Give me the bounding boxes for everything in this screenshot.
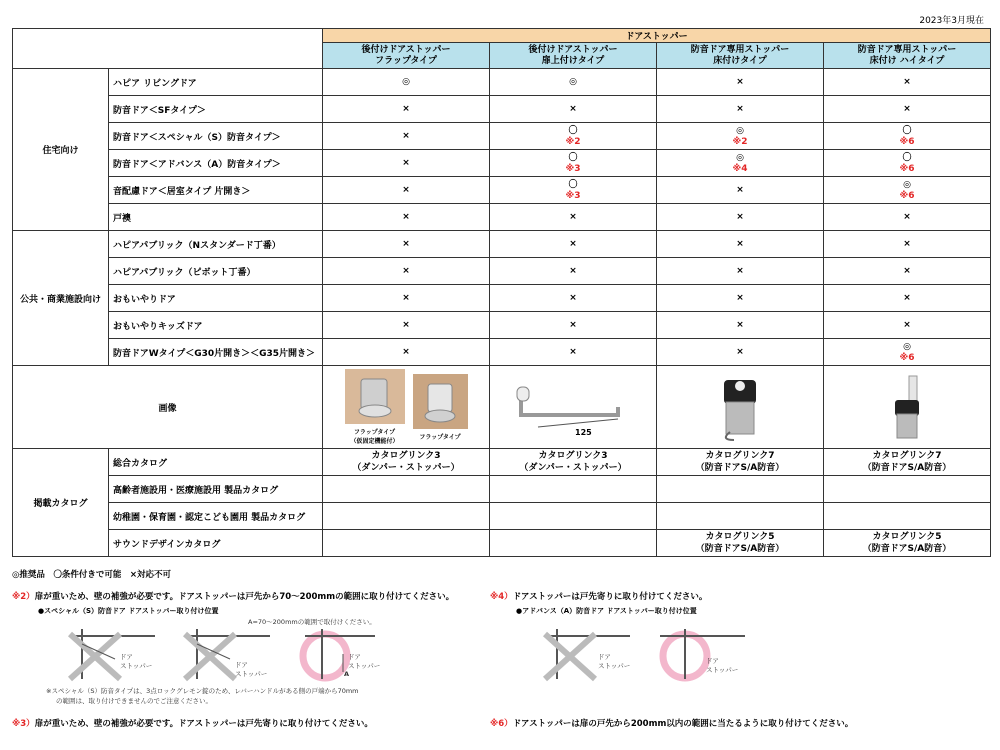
compatibility-mark: ×	[736, 239, 744, 249]
catalog-link[interactable]: カタログリンク7	[705, 451, 775, 461]
compatibility-cell	[657, 123, 824, 150]
catalog-row	[13, 449, 991, 476]
catalog-row	[13, 476, 991, 503]
table-row	[13, 231, 991, 258]
door-type-label: 防音ドアWタイプ＜G30片開き＞＜G35片開き＞	[109, 339, 323, 366]
catalog-row	[13, 530, 991, 557]
compatibility-cell	[490, 231, 657, 258]
note-ref: ※2	[565, 137, 581, 147]
door-label-d: ドア ストッパー	[598, 653, 631, 670]
corner-cell	[13, 29, 323, 69]
compatibility-mark: ×	[903, 320, 911, 330]
compatibility-cell	[657, 231, 824, 258]
compatibility-mark: ×	[736, 185, 744, 195]
compatibility-table	[12, 28, 991, 557]
compatibility-cell	[323, 339, 490, 366]
compatibility-mark: ×	[736, 77, 744, 87]
product-header-2: 後付けドアストッパー 扉上付けタイプ	[490, 43, 657, 69]
compatibility-mark: ×	[402, 158, 410, 168]
compatibility-cell	[323, 312, 490, 339]
product-header-3: 防音ドア専用ストッパー 床付けタイプ	[657, 43, 824, 69]
catalog-label: サウンドデザインカタログ	[109, 530, 323, 557]
door-type-label: おもいやりキッズドア	[109, 312, 323, 339]
table-row	[13, 312, 991, 339]
door-type-label: 防音ドア＜SFタイプ＞	[109, 96, 323, 123]
compatibility-cell	[657, 69, 824, 96]
flap-fixed-product: フラップタイプ （仮固定機能付）	[345, 369, 405, 445]
catalog-cell	[490, 530, 657, 557]
note-ref: ※3	[565, 191, 581, 201]
compatibility-cell	[824, 177, 991, 204]
catalog-cell	[323, 503, 490, 530]
door-label-b: ドア ストッパー	[235, 661, 268, 678]
compatibility-mark: ◎	[736, 126, 744, 136]
table-row	[13, 204, 991, 231]
note-6: ※6）ドアストッパーは扉の戸先から200mm以内の範囲に当たるように取り付けてください。	[490, 719, 854, 729]
door-label-a: ドア ストッパー	[120, 653, 153, 670]
note-2: ※2）扉が重いため、壁の補強が必要です。ドアストッパーは戸先から70～200mmの範囲に取り付けてください。	[12, 592, 455, 602]
catalog-link-sub: （防音ドアS/A防音）	[862, 463, 952, 473]
table-row	[13, 285, 991, 312]
note-ref: ※2	[732, 137, 748, 147]
door-type-label: 音配慮ドア＜居室タイプ 片開き＞	[109, 177, 323, 204]
catalog-link[interactable]: カタログリンク3	[538, 451, 608, 461]
category-public: 公共・商業施設向け	[13, 231, 109, 366]
compatibility-cell	[824, 285, 991, 312]
compatibility-mark: ×	[402, 347, 410, 357]
note-ref: ※3	[565, 164, 581, 174]
note-4-subtitle: ●アドバンス（A）防音ドア ドアストッパー取り付け位置	[516, 607, 697, 615]
compatibility-cell	[824, 258, 991, 285]
catalog-link-sub: （防音ドアS/A防音）	[862, 544, 952, 554]
catalog-link[interactable]: カタログリンク7	[872, 451, 942, 461]
catalog-link-sub: （ダンパー・ストッパー）	[352, 463, 460, 473]
compatibility-cell	[490, 312, 657, 339]
compatibility-cell	[323, 177, 490, 204]
door-type-label: 防音ドア＜スペシャル（S）防音タイプ＞	[109, 123, 323, 150]
catalog-cell	[490, 503, 657, 530]
door-type-label: 防音ドア＜アドバンス（A）防音タイプ＞	[109, 150, 323, 177]
compatibility-mark: ×	[903, 266, 911, 276]
compatibility-cell	[323, 258, 490, 285]
catalog-cell	[323, 530, 490, 557]
compatibility-mark: ×	[569, 347, 577, 357]
catalog-cell[interactable]	[824, 449, 991, 476]
compatibility-cell	[824, 123, 991, 150]
catalog-link[interactable]: カタログリンク3	[371, 451, 441, 461]
note-ref: ※6	[899, 164, 915, 174]
compatibility-cell	[824, 312, 991, 339]
compatibility-mark: ×	[903, 293, 911, 303]
compatibility-mark: ×	[736, 347, 744, 357]
catalog-cell[interactable]	[657, 449, 824, 476]
image-cell-floor	[657, 366, 824, 449]
catalog-link-sub: （ダンパー・ストッパー）	[519, 463, 627, 473]
compatibility-cell	[657, 177, 824, 204]
compatibility-mark: ×	[569, 293, 577, 303]
door-type-label: おもいやりドア	[109, 285, 323, 312]
note-4-diagram	[535, 624, 755, 686]
image-row	[13, 366, 991, 449]
compatibility-mark: ×	[903, 77, 911, 87]
compatibility-mark: 〇	[568, 153, 578, 163]
compatibility-mark: ×	[402, 212, 410, 222]
compatibility-cell	[824, 231, 991, 258]
flap-image	[413, 374, 468, 429]
compatibility-mark: ×	[903, 212, 911, 222]
compatibility-mark: ◎	[736, 153, 744, 163]
group-header: ドアストッパー	[323, 29, 991, 43]
note-3: ※3）扉が重いため、壁の補強が必要です。ドアストッパーは戸先寄りに取り付けてください。	[12, 719, 373, 729]
compatibility-cell	[490, 204, 657, 231]
compatibility-mark: ×	[903, 239, 911, 249]
compatibility-cell	[657, 150, 824, 177]
catalog-cell	[657, 476, 824, 503]
catalog-label: 高齢者施設用・医療施設用 製品カタログ	[109, 476, 323, 503]
catalog-label: 総合カタログ	[109, 449, 323, 476]
compatibility-cell	[657, 204, 824, 231]
top-mount-stopper-image	[513, 377, 633, 437]
compatibility-cell	[657, 285, 824, 312]
compatibility-cell	[323, 69, 490, 96]
compatibility-mark: ◎	[903, 180, 911, 190]
date-label: 2023年3月現在	[919, 16, 984, 26]
door-type-label: ハピア リビングドア	[109, 69, 323, 96]
compatibility-mark: ×	[736, 104, 744, 114]
catalog-cell[interactable]	[657, 530, 824, 557]
category-image: 画像	[13, 366, 323, 449]
compatibility-mark: ×	[569, 320, 577, 330]
compatibility-cell	[490, 123, 657, 150]
compatibility-mark: 〇	[902, 153, 912, 163]
compatibility-mark: ◎	[903, 342, 911, 352]
compatibility-mark: ×	[736, 266, 744, 276]
table-row	[13, 258, 991, 285]
image-cell-top-mount	[490, 366, 657, 449]
compatibility-cell	[490, 258, 657, 285]
compatibility-cell	[323, 150, 490, 177]
compatibility-mark: ×	[402, 266, 410, 276]
compatibility-cell	[490, 96, 657, 123]
compatibility-mark: ×	[736, 293, 744, 303]
note-ref: ※6	[899, 191, 915, 201]
compatibility-mark: ◎	[402, 77, 410, 87]
category-catalog: 掲載カタログ	[13, 449, 109, 557]
product-header-4: 防音ドア専用ストッパー 床付け ハイタイプ	[824, 43, 991, 69]
catalog-cell	[490, 476, 657, 503]
catalog-cell	[657, 503, 824, 530]
note-2-range: A=70～200mmの範囲で取付けください。	[248, 618, 376, 626]
table-row	[13, 69, 991, 96]
compatibility-cell	[824, 339, 991, 366]
compatibility-mark: ×	[569, 104, 577, 114]
compatibility-mark: ×	[569, 212, 577, 222]
svg-text:125: 125	[575, 428, 592, 437]
note-2-footnote-2: の範囲は、取り付けできませんのでご注意ください。	[56, 697, 212, 705]
compatibility-cell	[824, 69, 991, 96]
compatibility-cell	[490, 69, 657, 96]
door-label-e: ドア ストッパー	[706, 657, 739, 674]
product-header-1: 後付けドアストッパー フラップタイプ	[323, 43, 490, 69]
image-cell-floor-high	[824, 366, 991, 449]
catalog-row	[13, 503, 991, 530]
compatibility-cell	[323, 285, 490, 312]
door-type-label: ハピアパブリック（ピボット丁番）	[109, 258, 323, 285]
compatibility-mark: ×	[402, 185, 410, 195]
compatibility-cell	[657, 312, 824, 339]
note-2-footnote-1: ※スペシャル（S）防音タイプは、3点ロックグレモン錠のため、レバーハンドルがある側の戸端から70mm	[46, 687, 359, 695]
table-row	[13, 177, 991, 204]
compatibility-cell	[824, 150, 991, 177]
catalog-link[interactable]: カタログリンク5	[705, 532, 775, 542]
compatibility-cell	[323, 231, 490, 258]
table-row	[13, 96, 991, 123]
flap-fixed-image	[345, 369, 405, 424]
floor-stopper-image	[710, 372, 770, 442]
note-2-subtitle: ●スペシャル（S）防音ドア ドアストッパー取り付け位置	[38, 607, 219, 615]
note-ref: ※6	[899, 353, 915, 363]
catalog-link-sub: （防音ドアS/A防音）	[695, 544, 785, 554]
compatibility-mark: ◎	[569, 77, 577, 87]
compatibility-mark: ×	[402, 131, 410, 141]
catalog-link[interactable]: カタログリンク5	[872, 532, 942, 542]
note-ref: ※6	[899, 137, 915, 147]
compatibility-cell	[323, 204, 490, 231]
compatibility-cell	[323, 123, 490, 150]
compatibility-cell	[657, 258, 824, 285]
compatibility-mark: 〇	[902, 126, 912, 136]
compatibility-cell	[490, 177, 657, 204]
door-type-label: ハピアパブリック（Nスタンダード丁番）	[109, 231, 323, 258]
compatibility-cell	[490, 339, 657, 366]
compatibility-mark: ×	[402, 293, 410, 303]
catalog-label: 幼稚園・保育園・認定こども園用 製品カタログ	[109, 503, 323, 530]
table-row	[13, 339, 991, 366]
door-type-label: 戸襖	[109, 204, 323, 231]
note-ref: ※4	[732, 164, 748, 174]
compatibility-cell	[824, 204, 991, 231]
compatibility-mark: ×	[569, 239, 577, 249]
compatibility-mark: 〇	[568, 126, 578, 136]
note-4: ※4）ドアストッパーは戸先寄りに取り付けてください。	[490, 592, 708, 602]
compatibility-cell	[657, 339, 824, 366]
catalog-cell[interactable]	[323, 449, 490, 476]
compatibility-mark: ×	[569, 266, 577, 276]
compatibility-cell	[490, 150, 657, 177]
floor-high-stopper-image	[877, 372, 937, 442]
legend: ◎推奨品 〇条件付きで可能 ×対応不可	[12, 570, 172, 580]
image-cell-flap	[323, 366, 490, 449]
catalog-cell	[824, 476, 991, 503]
table-row	[13, 150, 991, 177]
flap-product: フラップタイプ	[413, 374, 468, 441]
compatibility-mark: ×	[736, 320, 744, 330]
catalog-cell	[824, 503, 991, 530]
compatibility-mark: ×	[736, 212, 744, 222]
catalog-link-sub: （防音ドアS/A防音）	[695, 463, 785, 473]
compatibility-mark: ×	[402, 104, 410, 114]
door-label-c: ドア ストッパー	[348, 653, 381, 670]
compatibility-cell	[323, 96, 490, 123]
catalog-cell[interactable]	[824, 530, 991, 557]
compatibility-mark: ×	[402, 239, 410, 249]
catalog-cell[interactable]	[490, 449, 657, 476]
category-residential: 住宅向け	[13, 69, 109, 231]
catalog-cell	[323, 476, 490, 503]
table-row	[13, 123, 991, 150]
compatibility-mark: ×	[402, 320, 410, 330]
dimension-a-label: A	[344, 670, 350, 678]
compatibility-mark: 〇	[568, 180, 578, 190]
compatibility-cell	[824, 96, 991, 123]
compatibility-cell	[490, 285, 657, 312]
compatibility-mark: ×	[903, 104, 911, 114]
compatibility-cell	[657, 96, 824, 123]
